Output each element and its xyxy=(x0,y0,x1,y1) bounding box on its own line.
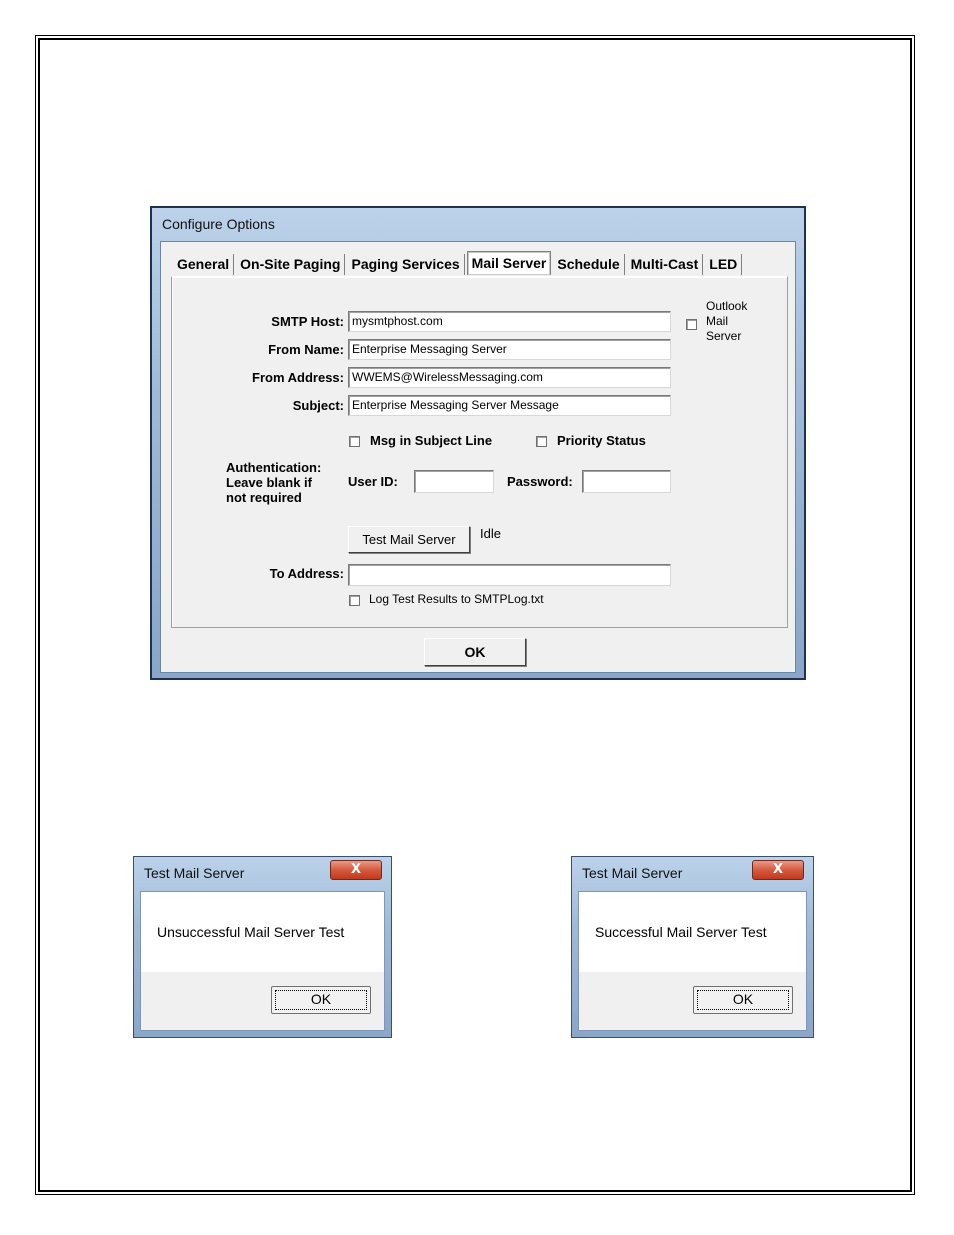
user-id-input[interactable] xyxy=(414,470,494,493)
ok-button-label: OK xyxy=(732,991,754,1007)
from-address-label: From Address: xyxy=(252,370,344,385)
window-title: Test Mail Server xyxy=(144,865,245,881)
message-client-area xyxy=(578,891,807,1031)
msg-in-subject-label: Msg in Subject Line xyxy=(370,433,493,448)
tab-schedule[interactable]: Schedule xyxy=(553,254,624,275)
message-footer xyxy=(579,972,806,1030)
focus-rect xyxy=(697,990,789,1010)
window-title: Configure Options xyxy=(162,216,275,232)
message-client-area xyxy=(140,891,385,1031)
message-text: Successful Mail Server Test xyxy=(595,924,767,940)
password-input[interactable] xyxy=(582,470,671,493)
subject-input[interactable]: Enterprise Messaging Server Message xyxy=(348,395,671,416)
ok-button[interactable]: OK xyxy=(424,638,526,666)
auth-line3: not required xyxy=(226,490,302,505)
window-title: Test Mail Server xyxy=(582,865,683,881)
from-address-input[interactable]: WWEMS@WirelessMessaging.com xyxy=(348,367,671,388)
outlook-label-line2: Mail xyxy=(706,314,729,328)
message-text: Unsuccessful Mail Server Test xyxy=(157,924,345,940)
smtp-host-input[interactable]: mysmtphost.com xyxy=(348,311,671,332)
authentication-note xyxy=(226,460,321,505)
focus-rect xyxy=(275,990,367,1010)
message-footer xyxy=(141,972,384,1030)
tab-led[interactable]: LED xyxy=(705,254,742,275)
tab-mail-server[interactable]: Mail Server xyxy=(467,251,552,275)
subject-label: Subject: xyxy=(292,398,344,413)
close-icon[interactable]: X xyxy=(752,860,804,880)
log-results-checkbox[interactable] xyxy=(349,595,360,606)
ok-button[interactable] xyxy=(271,986,371,1014)
auth-line2: Leave blank if xyxy=(226,475,312,490)
dialog-client-area xyxy=(160,241,796,673)
log-results-label: Log Test Results to SMTPLog.txt xyxy=(369,592,544,606)
from-name-input[interactable]: Enterprise Messaging Server xyxy=(348,339,671,360)
to-address-label: To Address: xyxy=(269,566,344,581)
outlook-label-line3: Server xyxy=(706,329,742,343)
auth-line1: Authentication: xyxy=(226,460,322,475)
test-status-text: Idle xyxy=(480,526,501,541)
test-mail-server-success-window xyxy=(571,856,814,1038)
user-id-label: User ID: xyxy=(348,474,398,489)
configure-options-window xyxy=(150,206,806,680)
outlook-label-line1: Outlook xyxy=(706,299,748,313)
tab-paging-services[interactable]: Paging Services xyxy=(347,254,464,275)
ok-button-label: OK xyxy=(310,991,332,1007)
ok-button[interactable] xyxy=(693,986,793,1014)
test-mail-server-button[interactable]: Test Mail Server xyxy=(348,526,470,553)
outlook-mail-server-label xyxy=(706,299,747,344)
smtp-host-label: SMTP Host: xyxy=(271,314,344,329)
priority-status-label: Priority Status xyxy=(557,433,646,448)
msg-in-subject-checkbox[interactable] xyxy=(349,436,360,447)
mail-server-panel xyxy=(171,276,788,628)
tab-on-site-paging[interactable]: On-Site Paging xyxy=(236,254,345,275)
test-mail-server-fail-window xyxy=(133,856,392,1038)
password-label: Password: xyxy=(507,474,573,489)
to-address-input[interactable] xyxy=(348,564,671,586)
from-name-label: From Name: xyxy=(268,342,344,357)
outlook-mail-server-checkbox[interactable] xyxy=(686,319,697,330)
priority-status-checkbox[interactable] xyxy=(536,436,547,447)
close-icon[interactable]: X xyxy=(330,860,382,880)
tab-general[interactable]: General xyxy=(173,254,234,275)
tab-multi-cast[interactable]: Multi-Cast xyxy=(627,254,704,275)
tab-strip xyxy=(173,254,744,276)
